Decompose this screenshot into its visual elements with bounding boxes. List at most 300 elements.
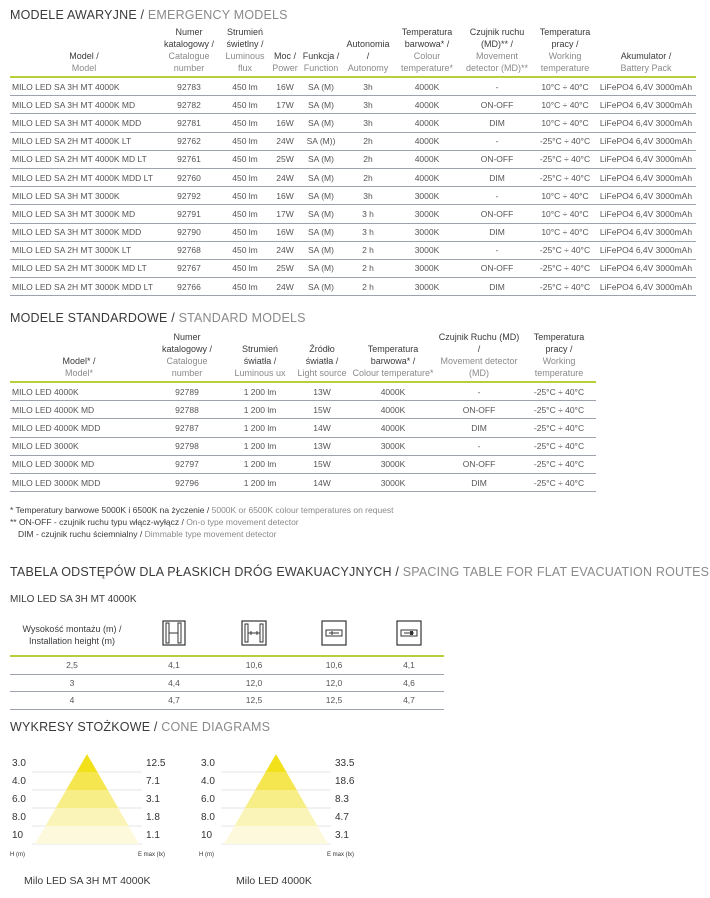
cone-title-pl: WYKRESY STOŻKOWE / xyxy=(10,720,162,734)
emergency-cell: SA (M) xyxy=(300,278,342,296)
emergency-header-en: Working temperature xyxy=(540,51,590,73)
emergency-header-en: Catalogue number xyxy=(168,51,210,73)
emergency-cell: - xyxy=(460,187,534,205)
standard-header-pl: Temperatura barwowa* / xyxy=(367,344,419,366)
emergency-cell: 24W xyxy=(270,132,300,150)
emergency-cell: 450 lm xyxy=(220,187,270,205)
standard-cell: 92796 xyxy=(148,473,226,491)
emergency-header-7 xyxy=(460,26,534,77)
cone-1-title: Milo LED SA 3H MT 4000K xyxy=(24,875,151,887)
emergency-cell: 3 h xyxy=(342,223,394,241)
emergency-cell: DIM xyxy=(460,114,534,132)
emergency-header-en: Colour temperature* xyxy=(400,51,454,73)
emergency-cell: 24W xyxy=(270,168,300,186)
emergency-cell: 10°C ÷ 40°C xyxy=(534,96,596,114)
cone-band xyxy=(56,790,118,808)
emergency-section-title xyxy=(10,8,288,22)
emergency-cell: 3h xyxy=(342,77,394,96)
cone-emax-value: 1.8 xyxy=(146,812,160,823)
spacing-cell: 4,7 xyxy=(374,692,444,710)
emergency-cell: -25°C ÷ 40°C xyxy=(534,241,596,259)
emergency-header-en: Luminous flux xyxy=(225,51,265,73)
emergency-row xyxy=(10,187,696,205)
spacing-header-en: Installation height (m) xyxy=(28,635,116,646)
emergency-cell: 10°C ÷ 40°C xyxy=(534,77,596,96)
emergency-cell: 450 lm xyxy=(220,259,270,277)
cone-emax-value: 33.5 xyxy=(335,758,355,769)
standard-row xyxy=(10,473,596,491)
emergency-row xyxy=(10,150,696,168)
emergency-cell: MILO LED SA 3H MT 3000K xyxy=(10,187,158,205)
standard-cell: ON-OFF xyxy=(436,401,522,419)
standard-cell: 13W xyxy=(294,437,350,455)
cone-diagram-2 xyxy=(199,750,374,860)
cone-e-axis-label: E max (lx) xyxy=(327,852,354,858)
emergency-cell: 3000K xyxy=(394,205,460,223)
emergency-title-en: EMERGENCY MODELS xyxy=(147,8,288,22)
standard-header-0 xyxy=(10,330,148,382)
standard-header-pl: Model* / xyxy=(62,356,96,366)
standard-cell: 14W xyxy=(294,419,350,437)
emergency-header-3 xyxy=(270,26,300,77)
emergency-cell: DIM xyxy=(460,278,534,296)
standard-cell: -25°C ÷ 40°C xyxy=(522,473,596,491)
emergency-cell: ON-OFF xyxy=(460,150,534,168)
emergency-cell: 10°C ÷ 40°C xyxy=(534,114,596,132)
emergency-header-pl: Funkcja / xyxy=(302,51,340,61)
spacing-col-wall-corridor xyxy=(134,614,214,656)
spacing-header-height xyxy=(10,614,134,656)
emergency-cell: 2h xyxy=(342,132,394,150)
emergency-row xyxy=(10,96,696,114)
emergency-cell: 4000K xyxy=(394,77,460,96)
emergency-cell: LiFePO4 6,4V 3000mAh xyxy=(596,77,696,96)
emergency-cell: 92767 xyxy=(158,259,220,277)
emergency-cell: -25°C ÷ 40°C xyxy=(534,278,596,296)
cone-height-label: 4.0 xyxy=(201,776,215,787)
emergency-cell: 2 h xyxy=(342,278,394,296)
emergency-cell: 3h xyxy=(342,96,394,114)
cone-2-title: Milo LED 4000K xyxy=(236,875,312,887)
emergency-header-pl: Numer katalogowy / xyxy=(163,27,215,49)
spacing-cell: 4,4 xyxy=(134,674,214,692)
emergency-cell: MILO LED SA 3H MT 3000K MD xyxy=(10,205,158,223)
emergency-header-8 xyxy=(534,26,596,77)
emergency-cell: DIM xyxy=(460,223,534,241)
emergency-cell: 16W xyxy=(270,114,300,132)
emergency-cell: ON-OFF xyxy=(460,205,534,223)
spacing-cell: 10,6 xyxy=(294,656,374,674)
emergency-cell: 2h xyxy=(342,150,394,168)
spacing-cell: 2,5 xyxy=(10,656,134,674)
emergency-cell: 450 lm xyxy=(220,150,270,168)
emergency-cell: LiFePO4 6,4V 3000mAh xyxy=(596,241,696,259)
footnote-3 xyxy=(18,529,276,539)
emergency-cell: 24W xyxy=(270,278,300,296)
emergency-cell: 92762 xyxy=(158,132,220,150)
emergency-cell: SA (M) xyxy=(300,241,342,259)
emergency-header-en: Power xyxy=(272,63,298,73)
emergency-cell: -25°C ÷ 40°C xyxy=(534,259,596,277)
emergency-cell: 3000K xyxy=(394,278,460,296)
emergency-cell: 2 h xyxy=(342,241,394,259)
emergency-cell: MILO LED SA 2H MT 3000K MD LT xyxy=(10,259,158,277)
emergency-row xyxy=(10,168,696,186)
emergency-header-pl: Autonomia / xyxy=(346,39,390,61)
spacing-cell: 3 xyxy=(10,674,134,692)
emergency-header-pl: Czujnik ruchu (MD)** / xyxy=(469,27,525,49)
emergency-header-en: Autonomy xyxy=(347,63,389,73)
cone-emax-value: 3.1 xyxy=(335,830,349,841)
emergency-cell: 3000K xyxy=(394,187,460,205)
standard-cell: MILO LED 3000K MDD xyxy=(10,473,148,491)
emergency-cell: SA (M) xyxy=(300,150,342,168)
emergency-cell: 92791 xyxy=(158,205,220,223)
cone-band xyxy=(45,808,128,826)
emergency-cell: MILO LED SA 2H MT 4000K LT xyxy=(10,132,158,150)
emergency-cell: 92792 xyxy=(158,187,220,205)
standard-header-2 xyxy=(226,330,294,382)
emergency-cell: 4000K xyxy=(394,132,460,150)
cone-band xyxy=(245,790,307,808)
standard-header-pl: Źródło światła / xyxy=(305,344,339,366)
emergency-header-9 xyxy=(596,26,696,77)
emergency-cell: SA (M)) xyxy=(300,132,342,150)
ceiling-mount-corridor-icon xyxy=(241,620,267,646)
standard-cell: MILO LED 4000K MDD xyxy=(10,419,148,437)
spacing-cell: 12,0 xyxy=(294,674,374,692)
emergency-cell: - xyxy=(460,132,534,150)
cone-height-label: 3.0 xyxy=(12,758,26,769)
cone-h-axis-label: H (m) xyxy=(10,852,25,858)
emergency-cell: 24W xyxy=(270,241,300,259)
cone-height-label: 6.0 xyxy=(201,794,215,805)
standard-cell: 92788 xyxy=(148,401,226,419)
standard-cell: 4000K xyxy=(350,401,436,419)
emergency-row xyxy=(10,114,696,132)
emergency-cell: LiFePO4 6,4V 3000mAh xyxy=(596,223,696,241)
emergency-header-1 xyxy=(158,26,220,77)
standard-cell: MILO LED 4000K xyxy=(10,382,148,401)
standard-row xyxy=(10,401,596,419)
emergency-cell: 92783 xyxy=(158,77,220,96)
standard-cell: 1 200 lm xyxy=(226,473,294,491)
spacing-cell: 4,1 xyxy=(374,656,444,674)
emergency-cell: 450 lm xyxy=(220,223,270,241)
spacing-col-ceiling-open xyxy=(294,614,374,656)
emergency-cell: SA (M) xyxy=(300,77,342,96)
emergency-cell: 450 lm xyxy=(220,114,270,132)
cone-emax-value: 12.5 xyxy=(146,758,166,769)
spacing-row xyxy=(10,656,444,674)
standard-header-pl: Czujnik Ruchu (MD) / xyxy=(438,332,520,354)
standard-cell: 1 200 lm xyxy=(226,437,294,455)
spacing-header-pl: Wysokość montażu (m) / xyxy=(22,623,122,634)
emergency-cell: -25°C ÷ 40°C xyxy=(534,150,596,168)
emergency-header-pl: Temperatura pracy / xyxy=(539,27,591,49)
cone-band xyxy=(66,772,108,790)
emergency-cell: 3h xyxy=(342,187,394,205)
standard-header-5 xyxy=(436,330,522,382)
emergency-header-en: Function xyxy=(303,63,339,73)
standard-header-pl: Strumień światła / xyxy=(241,344,278,366)
cone-emax-value: 7.1 xyxy=(146,776,160,787)
emergency-cell: 92768 xyxy=(158,241,220,259)
emergency-cell: 92782 xyxy=(158,96,220,114)
cone-emax-value: 1.1 xyxy=(146,830,160,841)
standard-row xyxy=(10,382,596,401)
emergency-header-pl: Strumień świetlny / xyxy=(226,27,264,49)
footnote-2-en: On-o type movement detector xyxy=(186,517,299,527)
emergency-cell: 92760 xyxy=(158,168,220,186)
emergency-cell: 3000K xyxy=(394,259,460,277)
ceiling-mount-open-icon xyxy=(321,620,347,646)
cone-band xyxy=(35,826,139,844)
emergency-cell: LiFePO4 6,4V 3000mAh xyxy=(596,96,696,114)
emergency-cell: LiFePO4 6,4V 3000mAh xyxy=(596,132,696,150)
standard-cell: -25°C ÷ 40°C xyxy=(522,437,596,455)
emergency-cell: 4000K xyxy=(394,114,460,132)
cone-height-label: 8.0 xyxy=(201,812,215,823)
emergency-cell: 4000K xyxy=(394,168,460,186)
emergency-cell: 25W xyxy=(270,259,300,277)
emergency-cell: SA (M) xyxy=(300,223,342,241)
emergency-header-pl: Moc / xyxy=(273,51,296,61)
emergency-cell: 92761 xyxy=(158,150,220,168)
emergency-cell: 92766 xyxy=(158,278,220,296)
footnote-1 xyxy=(10,505,394,515)
emergency-cell: SA (M) xyxy=(300,114,342,132)
emergency-header-en: Model xyxy=(71,63,97,73)
standard-cell: DIM xyxy=(436,473,522,491)
cone-height-label: 3.0 xyxy=(201,758,215,769)
standard-cell: - xyxy=(436,382,522,401)
standard-header-en: Working temperature xyxy=(534,356,584,378)
footnote-1-en: 5000K or 6500K colour temperatures on request xyxy=(211,505,394,515)
emergency-cell: 10°C ÷ 40°C xyxy=(534,187,596,205)
emergency-header-2 xyxy=(220,26,270,77)
cone-height-label: 4.0 xyxy=(12,776,26,787)
emergency-cell: LiFePO4 6,4V 3000mAh xyxy=(596,205,696,223)
emergency-title-pl: MODELE AWARYJNE / xyxy=(10,8,148,22)
spacing-cell: 4 xyxy=(10,692,134,710)
standard-header-en: Catalogue number xyxy=(166,356,208,378)
spacing-cell: 4,7 xyxy=(134,692,214,710)
cone-band xyxy=(224,826,328,844)
emergency-cell: 16W xyxy=(270,187,300,205)
emergency-cell: MILO LED SA 3H MT 4000K MDD xyxy=(10,114,158,132)
emergency-cell: - xyxy=(460,241,534,259)
emergency-row xyxy=(10,259,696,277)
emergency-header-pl: Akumulator / xyxy=(620,51,672,61)
standard-cell: 3000K xyxy=(350,437,436,455)
standard-header-en: Luminous ux xyxy=(234,368,286,378)
standard-cell: -25°C ÷ 40°C xyxy=(522,401,596,419)
standard-title-en: STANDARD MODELS xyxy=(178,311,306,325)
spacing-title-en: SPACING TABLE FOR FLAT EVACUATION ROUTES xyxy=(402,565,710,579)
emergency-cell: 25W xyxy=(270,150,300,168)
spacing-col-ceiling-corridor xyxy=(214,614,294,656)
cone-height-label: 10 xyxy=(201,830,213,841)
emergency-cell: -25°C ÷ 40°C xyxy=(534,132,596,150)
standard-cell: 92789 xyxy=(148,382,226,401)
emergency-header-6 xyxy=(394,26,460,77)
standard-header-4 xyxy=(350,330,436,382)
spacing-col-wall-open xyxy=(374,614,444,656)
cone-title-en: CONE DIAGRAMS xyxy=(161,720,271,734)
emergency-row xyxy=(10,77,696,96)
spacing-table xyxy=(10,614,444,710)
emergency-cell: 450 lm xyxy=(220,96,270,114)
emergency-cell: -25°C ÷ 40°C xyxy=(534,168,596,186)
standard-cell: 14W xyxy=(294,473,350,491)
emergency-cell: 3h xyxy=(342,114,394,132)
standard-cell: DIM xyxy=(436,419,522,437)
emergency-cell: 2h xyxy=(342,168,394,186)
emergency-cell: ON-OFF xyxy=(460,259,534,277)
standard-cell: 92798 xyxy=(148,437,226,455)
emergency-cell: - xyxy=(460,77,534,96)
emergency-row xyxy=(10,241,696,259)
spacing-title-pl: TABELA ODSTĘPÓW DLA PŁASKICH DRÓG EWAKUACYJNYCH / xyxy=(10,565,403,579)
emergency-header-en: Movement detector (MD)** xyxy=(465,51,528,73)
emergency-cell: 450 lm xyxy=(220,205,270,223)
standard-header-3 xyxy=(294,330,350,382)
standard-title-pl: MODELE STANDARDOWE / xyxy=(10,311,179,325)
standard-cell: MILO LED 3000K MD xyxy=(10,455,148,473)
emergency-cell: LiFePO4 6,4V 3000mAh xyxy=(596,168,696,186)
emergency-cell: SA (M) xyxy=(300,259,342,277)
cone-height-label: 10 xyxy=(12,830,24,841)
standard-header-pl: Numer katalogowy / xyxy=(161,332,213,354)
cone-section-title xyxy=(10,720,270,734)
wall-mount-open-icon xyxy=(396,620,422,646)
cone-band xyxy=(266,754,287,772)
emergency-cell: MILO LED SA 2H MT 3000K MDD LT xyxy=(10,278,158,296)
cone-band xyxy=(234,808,317,826)
spacing-model-name: MILO LED SA 3H MT 4000K xyxy=(10,594,137,605)
cone-e-axis-label: E max (lx) xyxy=(138,852,165,858)
standard-header-1 xyxy=(148,330,226,382)
footnote-2-pl: ** ON-OFF - czujnik ruchu typu włącz-wyłącz / xyxy=(10,517,187,527)
emergency-cell: 92790 xyxy=(158,223,220,241)
emergency-cell: SA (M) xyxy=(300,205,342,223)
cone-emax-value: 4.7 xyxy=(335,812,349,823)
emergency-cell: MILO LED SA 3H MT 4000K xyxy=(10,77,158,96)
emergency-cell: SA (M) xyxy=(300,168,342,186)
footnote-2 xyxy=(10,517,299,527)
emergency-cell: 4000K xyxy=(394,96,460,114)
cone-emax-value: 8.3 xyxy=(335,794,349,805)
standard-cell: 1 200 lm xyxy=(226,419,294,437)
spacing-cell: 4,1 xyxy=(134,656,214,674)
emergency-cell: 17W xyxy=(270,205,300,223)
standard-cell: -25°C ÷ 40°C xyxy=(522,419,596,437)
standard-cell: MILO LED 4000K MD xyxy=(10,401,148,419)
emergency-cell: 10°C ÷ 40°C xyxy=(534,205,596,223)
emergency-row xyxy=(10,132,696,150)
spacing-section-title xyxy=(10,565,709,579)
cone-emax-value: 18.6 xyxy=(335,776,355,787)
emergency-cell: 3000K xyxy=(394,223,460,241)
cone-height-label: 6.0 xyxy=(12,794,26,805)
emergency-cell: 450 lm xyxy=(220,241,270,259)
emergency-row xyxy=(10,205,696,223)
standard-cell: - xyxy=(436,437,522,455)
emergency-cell: LiFePO4 6,4V 3000mAh xyxy=(596,259,696,277)
footnote-3-pl: DIM - czujnik ruchu ściemnialny / xyxy=(18,529,145,539)
standard-header-pl: Temperatura pracy / xyxy=(533,332,585,354)
emergency-cell: 450 lm xyxy=(220,77,270,96)
standard-cell: -25°C ÷ 40°C xyxy=(522,455,596,473)
standard-section-title xyxy=(10,311,306,325)
spacing-cell: 10,6 xyxy=(214,656,294,674)
emergency-cell: MILO LED SA 3H MT 3000K MDD xyxy=(10,223,158,241)
standard-cell: 4000K xyxy=(350,419,436,437)
cone-band xyxy=(77,754,98,772)
emergency-cell: 3 h xyxy=(342,205,394,223)
standard-models-table xyxy=(10,330,596,492)
standard-row xyxy=(10,437,596,455)
standard-cell: 1 200 lm xyxy=(226,455,294,473)
emergency-header-pl: Model / xyxy=(69,51,99,61)
standard-header-en: Colour temperature* xyxy=(352,368,434,378)
standard-cell: -25°C ÷ 40°C xyxy=(522,382,596,401)
emergency-header-5 xyxy=(342,26,394,77)
standard-row xyxy=(10,419,596,437)
standard-header-6 xyxy=(522,330,596,382)
emergency-cell: 2 h xyxy=(342,259,394,277)
cone-diagram-1 xyxy=(10,750,185,860)
standard-cell: ON-OFF xyxy=(436,455,522,473)
emergency-cell: DIM xyxy=(460,168,534,186)
standard-cell: 15W xyxy=(294,455,350,473)
emergency-cell: SA (M) xyxy=(300,187,342,205)
cone-h-axis-label: H (m) xyxy=(199,852,214,858)
cone-emax-value: 3.1 xyxy=(146,794,160,805)
standard-header-en: Movement detector (MD) xyxy=(440,356,518,378)
emergency-cell: 450 lm xyxy=(220,278,270,296)
emergency-row xyxy=(10,223,696,241)
footnote-3-en: Dimmable type movement detector xyxy=(144,529,277,539)
standard-header-en: Model* xyxy=(64,368,93,378)
emergency-cell: MILO LED SA 2H MT 4000K MD LT xyxy=(10,150,158,168)
emergency-cell: 4000K xyxy=(394,150,460,168)
spacing-cell: 12,5 xyxy=(294,692,374,710)
standard-cell: 15W xyxy=(294,401,350,419)
spacing-row xyxy=(10,692,444,710)
emergency-header-4 xyxy=(300,26,342,77)
emergency-cell: MILO LED SA 2H MT 4000K MDD LT xyxy=(10,168,158,186)
emergency-row xyxy=(10,278,696,296)
cone-height-label: 8.0 xyxy=(12,812,26,823)
standard-cell: 3000K xyxy=(350,473,436,491)
emergency-cell: LiFePO4 6,4V 3000mAh xyxy=(596,278,696,296)
spacing-cell: 12,0 xyxy=(214,674,294,692)
emergency-cell: 16W xyxy=(270,77,300,96)
standard-cell: MILO LED 3000K xyxy=(10,437,148,455)
cone-band xyxy=(255,772,297,790)
emergency-cell: 16W xyxy=(270,223,300,241)
standard-cell: 3000K xyxy=(350,455,436,473)
spacing-row xyxy=(10,674,444,692)
emergency-header-0 xyxy=(10,26,158,77)
emergency-cell: 17W xyxy=(270,96,300,114)
standard-cell: 1 200 lm xyxy=(226,382,294,401)
standard-header-en: Light source xyxy=(297,368,347,378)
standard-cell: 4000K xyxy=(350,382,436,401)
emergency-cell: LiFePO4 6,4V 3000mAh xyxy=(596,150,696,168)
